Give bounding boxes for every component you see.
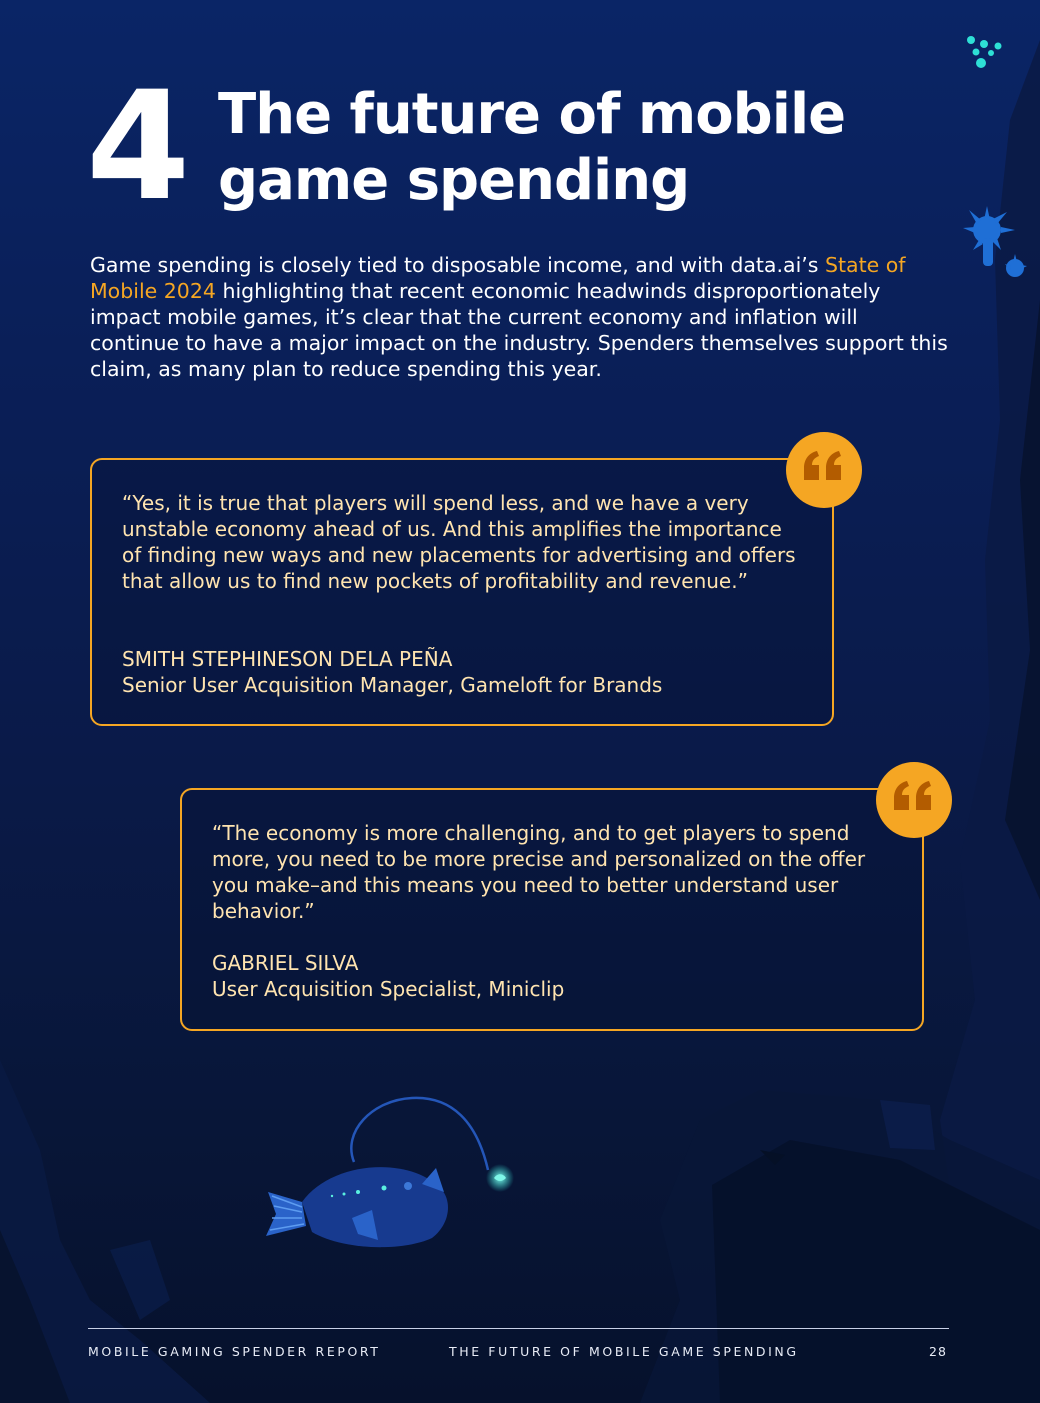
intro-text-end: highlighting that recent economic headwinds disproportionately impact mobile games, it’s clear that the current economy and inflation will continue to have a major impact on the industry. Spenders themselves support this claim, as many plan to reduce spending this year.: [90, 279, 948, 381]
intro-text-start: Game spending is closely tied to disposable income, and with data.ai’s: [90, 253, 825, 277]
quote-card-1: [90, 458, 834, 726]
quote-card-2: [180, 788, 924, 1031]
speaker-name: SMITH STEPHINESON DELA PEÑA: [122, 647, 453, 671]
quote-text: “Yes, it is true that players will spend less, and we have a very unstable economy ahead of us. And this amplifies the importance of finding new ways and new placements for advertising and offers that allow us to find new pockets of profitability and revenue.”: [122, 491, 796, 593]
speaker-name: GABRIEL SILVA: [212, 951, 359, 975]
quote-attribution: [212, 950, 564, 1002]
intro-paragraph: [90, 252, 950, 382]
speaker-role: User Acquisition Specialist, Miniclip: [212, 977, 565, 1001]
footer-section-title: THE FUTURE OF MOBILE GAME SPENDING: [449, 1344, 799, 1359]
state-of-mobile-link[interactable]: State of Mobile 2024: [90, 253, 906, 303]
quote-text: “The economy is more challenging, and to get players to spend more, you need to be more precise and personalized on the offer you make–and this means you need to better understand user behavior.”: [212, 821, 866, 923]
footer-report-title: MOBILE GAMING SPENDER REPORT: [88, 1344, 381, 1359]
quote-attribution: [122, 646, 662, 698]
chapter-number: 4: [86, 60, 187, 234]
data-ai-logo-icon: [962, 34, 1006, 74]
quote-mark-icon: [786, 432, 862, 508]
page-title: The future of mobile game spending: [218, 82, 846, 213]
quote-mark-icon: [876, 762, 952, 838]
page-number: 28: [929, 1344, 947, 1359]
anglerfish-icon: [262, 1092, 522, 1252]
speaker-role: Senior User Acquisition Manager, Gameloft for Brands: [122, 673, 663, 697]
sea-anemone-icon: [955, 198, 1035, 288]
footer-divider: [88, 1328, 949, 1329]
